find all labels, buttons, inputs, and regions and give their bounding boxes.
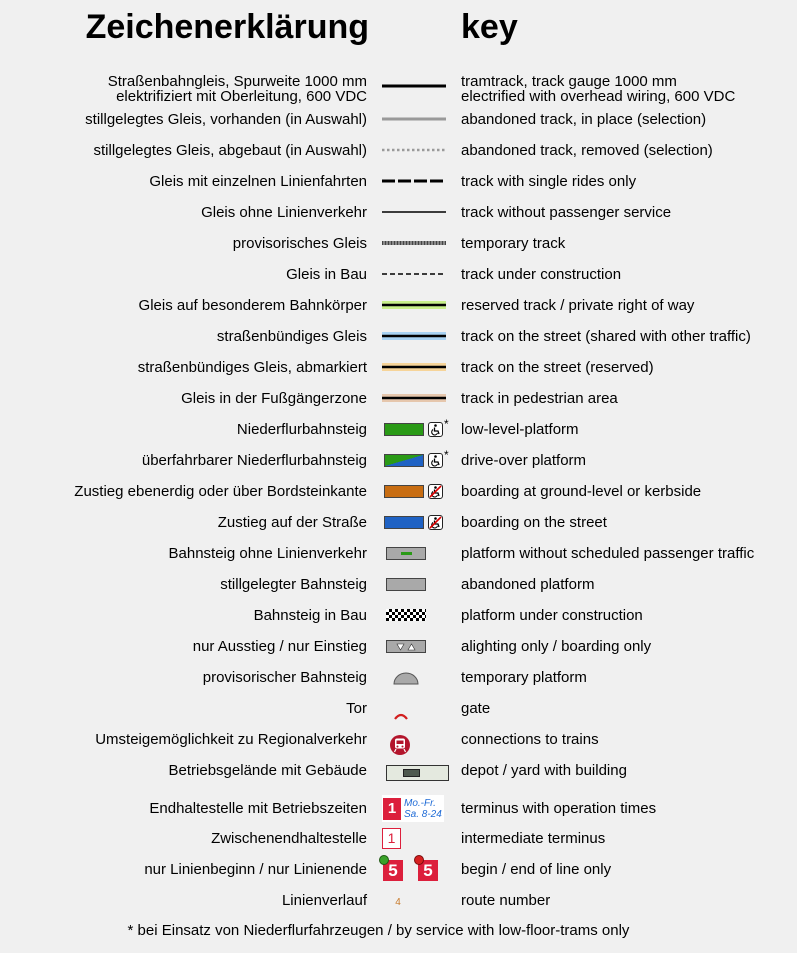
orange-platform-icon [384,485,424,498]
green-stripe-icon [401,552,412,555]
row-german-label: Zwischenendhaltestelle [211,830,367,847]
route-number-symbol [388,885,408,916]
row-english-label: track under construction [461,266,622,283]
operation-times: Mo.-Fr. Sa. 8-24 [404,797,442,820]
begin-dot-icon [379,855,389,865]
row-english-label: terminus with operation times [461,800,657,817]
no-wheelchair-icon [428,484,443,499]
gate-symbol [378,693,450,724]
row-english-label: depot / yard with building [461,762,627,779]
alighting-boarding-symbol [378,631,450,662]
tramtrack-symbol [378,69,450,109]
row-german-label: Gleis ohne Linienverkehr [201,204,367,221]
row-german-label: Gleis mit einzelnen Linienfahrten [149,173,367,190]
legend-row-platform-no-service [0,538,797,569]
no-service-platform-symbol [378,538,450,569]
temporary-track-symbol [378,228,450,259]
row-english-label: track with single rides only [461,173,637,190]
row-english-label: tramtrack, track gauge 1000 mm electrified with overhead wiring, 600 VDC [461,73,736,105]
footnote-marker: * [444,417,449,431]
title-german: Zeichenerklärung [85,8,369,46]
title-english: key [461,8,518,46]
row-german-label: provisorisches Gleis [232,235,367,252]
end-dot-icon [414,855,424,865]
removed-track-symbol [378,135,450,166]
row-english-label: track without passenger service [461,204,672,221]
green-platform-icon [384,423,424,436]
row-english-label: gate [461,700,491,717]
wheelchair-icon [428,422,443,437]
terminus-symbol [382,793,446,824]
legend-row-terminus [0,793,797,824]
row-german-label: Endhaltestelle mit Betriebszeiten [149,800,367,817]
row-german-label: provisorischer Bahnsteig [202,669,367,686]
legend-row-abandoned-removed [0,135,797,166]
row-german-label: überfahrbarer Niederflurbahnsteig [141,452,367,469]
row-english-label: drive-over platform [461,452,587,469]
legend-row-begin-end [0,853,797,886]
row-german-label: nur Ausstieg / nur Einstieg [192,638,367,655]
legend-row-alighting-boarding [0,631,797,662]
row-english-label: low-level-platform [461,421,579,438]
drive-over-platform-symbol [378,445,450,476]
row-english-label: temporary track [461,235,566,252]
green-blue-platform-icon [384,454,424,467]
row-english-label: boarding on the street [461,514,607,531]
row-english-label: route number [461,892,551,909]
no-service-track-symbol [378,197,450,228]
legend-row-train-connection [0,724,797,755]
grey-platform-icon [386,640,426,653]
row-german-label: Linienverlauf [281,892,367,909]
row-german-label: Bahnsteig ohne Linienverkehr [168,545,367,562]
low-level-platform-symbol [378,414,450,445]
grey-platform-icon [386,547,426,560]
row-english-label: abandoned track, in place (selection) [461,111,707,128]
row-english-label: track on the street (shared with other traffic) [461,328,751,345]
legend-row-temporary-track [0,228,797,259]
wheelchair-icon [428,453,443,468]
legend-row-street-track [0,321,797,352]
legend-row-single-rides [0,166,797,197]
row-german-label: Betriebsgelände mit Gebäude [168,762,367,779]
row-english-label: intermediate terminus [461,830,606,847]
building-icon [403,769,420,777]
row-english-label: track on the street (reserved) [461,359,654,376]
row-german-label: Zustieg auf der Straße [217,514,367,531]
row-english-label: begin / end of line only [461,861,612,878]
depot-symbol [378,755,450,786]
train-connection-symbol [378,724,450,755]
row-german-label: nur Linienbeginn / nur Linienende [144,861,367,878]
legend-row-temporary-platform [0,662,797,693]
reserved-track-symbol [378,290,450,321]
legend-row-route-number [0,885,797,916]
pedestrian-track-symbol [378,383,450,414]
legend-row-boarding-street [0,507,797,538]
row-german-label: Straßenbahngleis, Spurweite 1000 mm elektrifiziert mit Oberleitung, 600 VDC [107,73,367,105]
legend-row-low-level-platform [0,414,797,445]
row-english-label: connections to trains [461,731,599,748]
row-german-label: Niederflurbahnsteig [236,421,367,438]
abandoned-platform-symbol [378,569,450,600]
row-german-label: Gleis in Bau [286,266,367,283]
legend-row-gate [0,693,797,724]
row-english-label: boarding at ground-level or kerbside [461,483,702,500]
row-english-label: track in pedestrian area [461,390,618,407]
row-english-label: platform under construction [461,607,643,624]
blue-platform-icon [384,516,424,529]
row-german-label: Gleis auf besonderem Bahnkörper [138,297,367,314]
route-number-label: 4 [395,897,401,908]
begin-end-symbol [378,853,450,886]
construction-platform-symbol [378,600,450,631]
row-german-label: straßenbündiges Gleis [216,328,367,345]
legend-row-depot [0,755,797,786]
legend-row-no-service [0,197,797,228]
row-english-label: reserved track / private right of way [461,297,695,314]
no-wheelchair-icon [428,515,443,530]
legend-row-platform-construction [0,600,797,631]
terminus-number-badge: 1 [383,798,401,820]
intermediate-terminus-symbol [382,823,446,854]
street-track-symbol [378,321,450,352]
legend-row-abandoned-platform [0,569,797,600]
line-end-badge: 5 [418,860,438,881]
construction-track-symbol [378,259,450,290]
row-english-label: platform without scheduled passenger traffic [461,545,755,562]
legend-row-abandoned-in-place [0,104,797,135]
temporary-platform-symbol [378,662,450,693]
legend-row-street-reserved [0,352,797,383]
legend-row-intermediate-terminus [0,823,797,854]
grey-platform-icon [386,578,426,591]
legend-row-under-construction [0,259,797,290]
legend-row-boarding-kerbside [0,476,797,507]
row-german-label: stillgelegtes Gleis, vorhanden (in Auswahl) [85,111,367,128]
checkered-platform-icon [386,609,426,621]
abandoned-track-symbol [378,104,450,135]
single-rides-track-symbol [378,166,450,197]
legend-row-pedestrian [0,383,797,414]
row-english-label: abandoned track, removed (selection) [461,142,713,159]
row-german-label: Bahnsteig in Bau [253,607,367,624]
row-german-label: Tor [346,700,367,717]
legend-row-drive-over-platform [0,445,797,476]
intermediate-number-badge: 1 [382,828,401,849]
row-english-label: temporary platform [461,669,587,686]
row-english-label: abandoned platform [461,576,595,593]
line-begin-badge: 5 [383,860,403,881]
legend-row-tramtrack [0,69,797,109]
row-german-label: stillgelegtes Gleis, abgebaut (in Auswahl) [93,142,367,159]
row-german-label: Umsteigemöglichkeit zu Regionalverkehr [95,731,367,748]
legend-row-reserved-track [0,290,797,321]
footnote: * bei Einsatz von Niederflurfahrzeugen / by service with low-floor-trams only [127,922,630,939]
row-german-label: stillgelegter Bahnsteig [220,576,367,593]
street-reserved-track-symbol [378,352,450,383]
street-platform-symbol [378,507,450,538]
row-german-label: Zustieg ebenerdig oder über Bordsteinkante [74,483,367,500]
row-english-label: alighting only / boarding only [461,638,652,655]
footnote-marker: * [444,448,449,462]
kerbside-platform-symbol [378,476,450,507]
depot-area-icon [386,765,449,781]
row-german-label: Gleis in der Fußgängerzone [181,390,367,407]
row-german-label: straßenbündiges Gleis, abmarkiert [137,359,367,376]
terminus-box [382,795,444,822]
